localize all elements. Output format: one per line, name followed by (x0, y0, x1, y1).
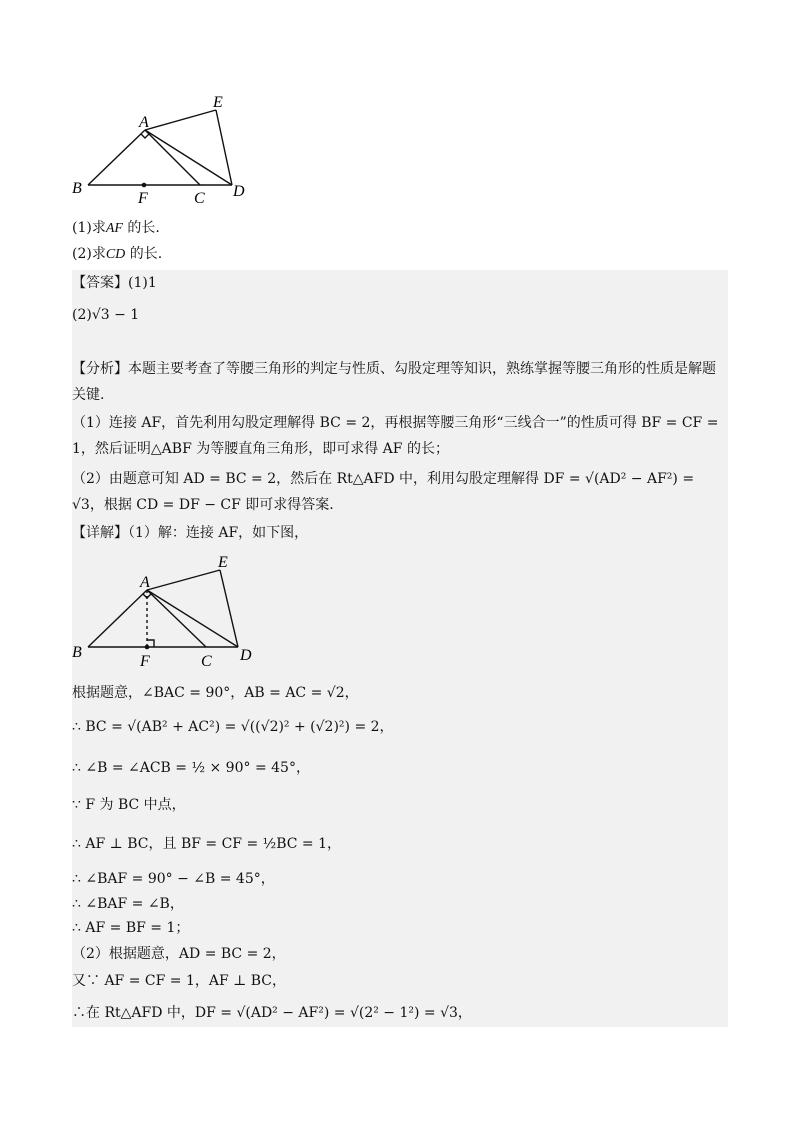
geometry-figure-2 (60, 550, 270, 678)
detail-line-9: （2）根据题意，AD = BC = 2， (72, 946, 286, 962)
question-1-math: AF (105, 221, 123, 236)
detail-line-11: ∴在 Rt△AFD 中，DF = √(AD² − AF²) = √(2² − 1²) = √3， (72, 1005, 472, 1021)
segment-ab-2 (88, 590, 147, 647)
label-a-2: A (140, 574, 150, 591)
question-2 (72, 244, 162, 265)
label-d-2: D (240, 647, 252, 664)
detail-intro: （1）解：连接 AF，如下图， (128, 525, 309, 541)
label-b-2: B (72, 644, 82, 661)
segment-ed (216, 110, 232, 185)
point-f-2 (145, 645, 150, 650)
right-angle-mark-a (141, 134, 149, 138)
answer-line-2 (72, 304, 139, 326)
label-a: A (139, 114, 149, 131)
question-2-prefix: (2)求 (72, 246, 106, 262)
figure-2-svg (60, 550, 270, 678)
segment-ab (88, 130, 145, 185)
segment-ae-2 (147, 570, 220, 590)
point-f (142, 183, 147, 188)
label-d: D (233, 183, 245, 200)
analysis-step-1: （1）连接 AF，首先利用勾股定理解得 BC = 2，再根据等腰三角形“三线合一”的性质可得 BF = CF = 1，然后证明△ABF 为等腰直角三角形，即可求得 AF 的长； (72, 415, 719, 457)
label-b: B (72, 180, 82, 197)
detail-line-2: ∴ BC = √(AB² + AC²) = √((√2)² + (√2)²) = 2， (72, 719, 394, 735)
detail-line-10: 又∵ AF = CF = 1，AF ⊥ BC， (72, 973, 287, 989)
label-c: C (194, 190, 205, 207)
detail-line-5: ∴ AF ⊥ BC，且 BF = CF = ½BC = 1， (72, 836, 342, 852)
segment-ac (145, 130, 200, 185)
geometry-figure-1 (60, 88, 260, 213)
label-f-2: F (140, 653, 150, 670)
question-2-suffix: 的长. (125, 246, 163, 262)
segment-ad (145, 130, 232, 185)
segment-ed-2 (220, 570, 238, 647)
detail-line-3: ∴ ∠B = ∠ACB = ½ × 90° = 45°， (72, 760, 310, 776)
segment-ae (145, 110, 216, 130)
answer-part-2: (2)√3 − 1 (72, 307, 140, 323)
question-1 (72, 218, 160, 239)
detail-line-4: ∵ F 为 BC 中点， (72, 797, 186, 813)
figure-1-svg (60, 88, 260, 213)
label-e: E (213, 94, 223, 111)
detail-label: 【详解】 (72, 525, 128, 541)
answer-label: 【答案】 (72, 275, 128, 291)
analysis-intro-text: 本题主要考查了等腰三角形的判定与性质、勾股定理等知识，熟练掌握等腰三角形的性质是解题关键. (72, 361, 716, 403)
question-1-suffix: 的长. (122, 220, 160, 236)
question-2-math: CD (105, 247, 126, 262)
analysis-intro (72, 356, 722, 408)
detail-line-1: 根据题意，∠BAC = 90°，AB = AC = √2， (72, 685, 359, 701)
detail-line-6: ∴ ∠BAF = 90° − ∠B = 45°， (72, 871, 275, 887)
detail-heading (72, 522, 308, 544)
detail-line-7: ∴ ∠BAF = ∠B， (72, 896, 184, 912)
detail-line-8: ∴ AF = BF = 1； (72, 920, 190, 936)
analysis-step-2: （2）由题意可知 AD = BC = 2，然后在 Rt△AFD 中，利用勾股定理解得 DF = √(AD² − AF²) = √3，根据 CD = DF − CF 即可求得答案. (72, 471, 695, 513)
label-f: F (138, 190, 148, 207)
answer-part-1: (1)1 (128, 275, 157, 291)
analysis-label: 【分析】 (72, 361, 128, 377)
segment-ac-2 (147, 590, 206, 647)
label-c-2: C (201, 653, 212, 670)
label-e-2: E (218, 554, 228, 571)
question-1-prefix: (1)求 (72, 220, 106, 236)
segment-ad-2 (147, 590, 238, 647)
answer-line-1 (72, 272, 157, 294)
